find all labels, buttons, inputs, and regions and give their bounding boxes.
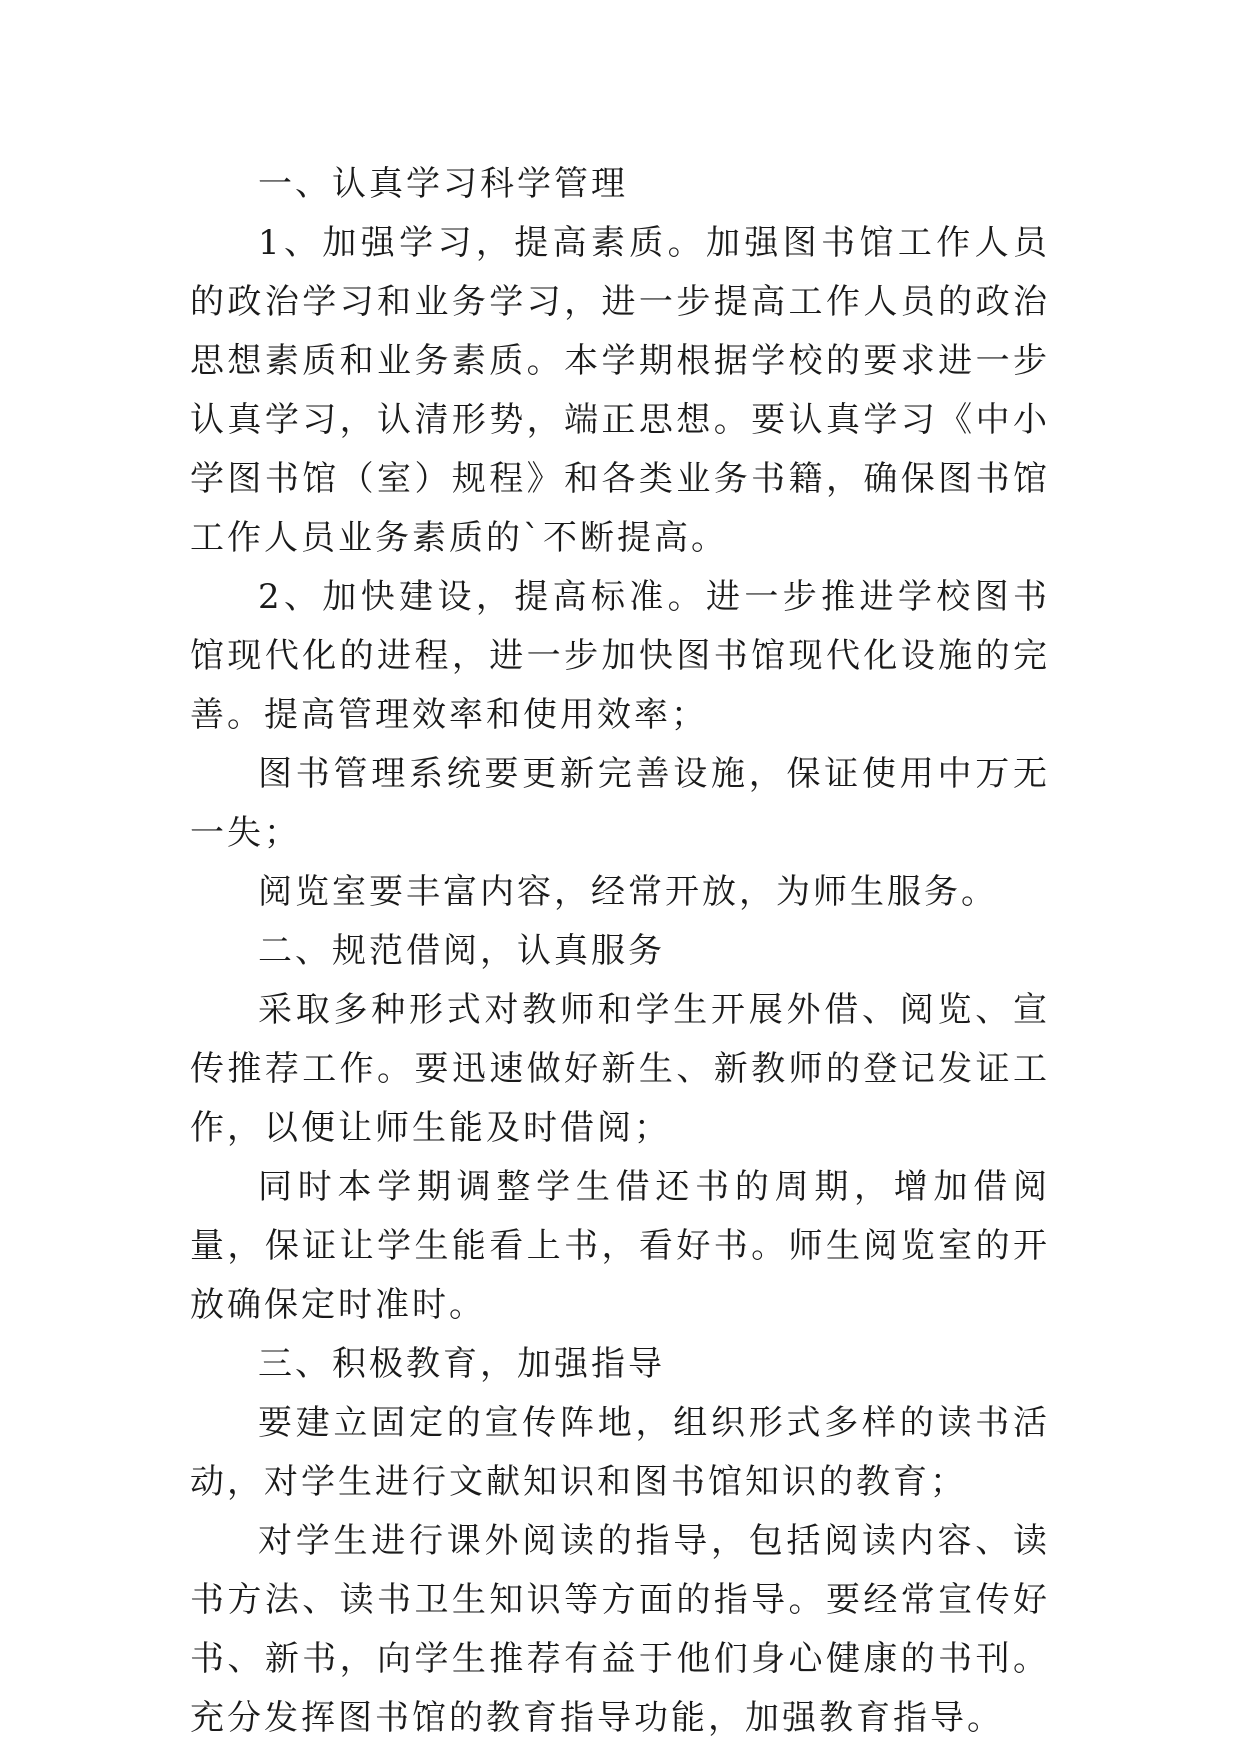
paragraph-lending: 采取多种形式对教师和学生开展外借、阅览、宣传推荐工作。要迅速做好新生、新教师的登记发证工作，以便让师生能及时借阅； — [190, 990, 1050, 1148]
paragraph-guidance: 对学生进行课外阅读的指导，包括阅读内容、读书方法、读书卫生知识等方面的指导。要经常宣传好书、新书，向学生推荐有益于他们身心健康的书刊。充分发挥图书馆的教育指导功能，加强教育指导。 — [190, 1521, 1050, 1738]
paragraph-publicity: 要建立固定的宣传阵地，组织形式多样的读书活动，对学生进行文献知识和图书馆知识的教育； — [190, 1403, 1050, 1502]
section-heading-1: 一、认真学习科学管理 — [258, 164, 628, 204]
paragraph-management-system: 图书管理系统要更新完善设施，保证使用中万无一失； — [190, 754, 1050, 853]
paragraph-borrow-cycle: 同时本学期调整学生借还书的周期，增加借阅量，保证让学生能看上书，看好书。师生阅览室的开放确保定时准时。 — [190, 1167, 1050, 1325]
paragraph-reading-room: 阅览室要丰富内容，经常开放，为师生服务。 — [258, 872, 998, 912]
section-heading-2: 二、规范借阅，认真服务 — [258, 931, 665, 971]
paragraph-study: 1、加强学习，提高素质。加强图书馆工作人员的政治学习和业务学习，进一步提高工作人员的政治思想素质和业务素质。本学期根据学校的要求进一步认真学习，认清形势，端正思想。要认真学习《中小学图书馆（室）规程》和各类业务书籍，确保图书馆工作人员业务素质的`不断提高。 — [190, 223, 1050, 558]
paragraph-construction: 2、加快建设，提高标准。进一步推进学校图书馆现代化的进程，进一步加快图书馆现代化设施的完善。提高管理效率和使用效率； — [190, 577, 1050, 735]
section-heading-3: 三、积极教育，加强指导 — [258, 1344, 665, 1384]
document-body — [190, 155, 1050, 1748]
